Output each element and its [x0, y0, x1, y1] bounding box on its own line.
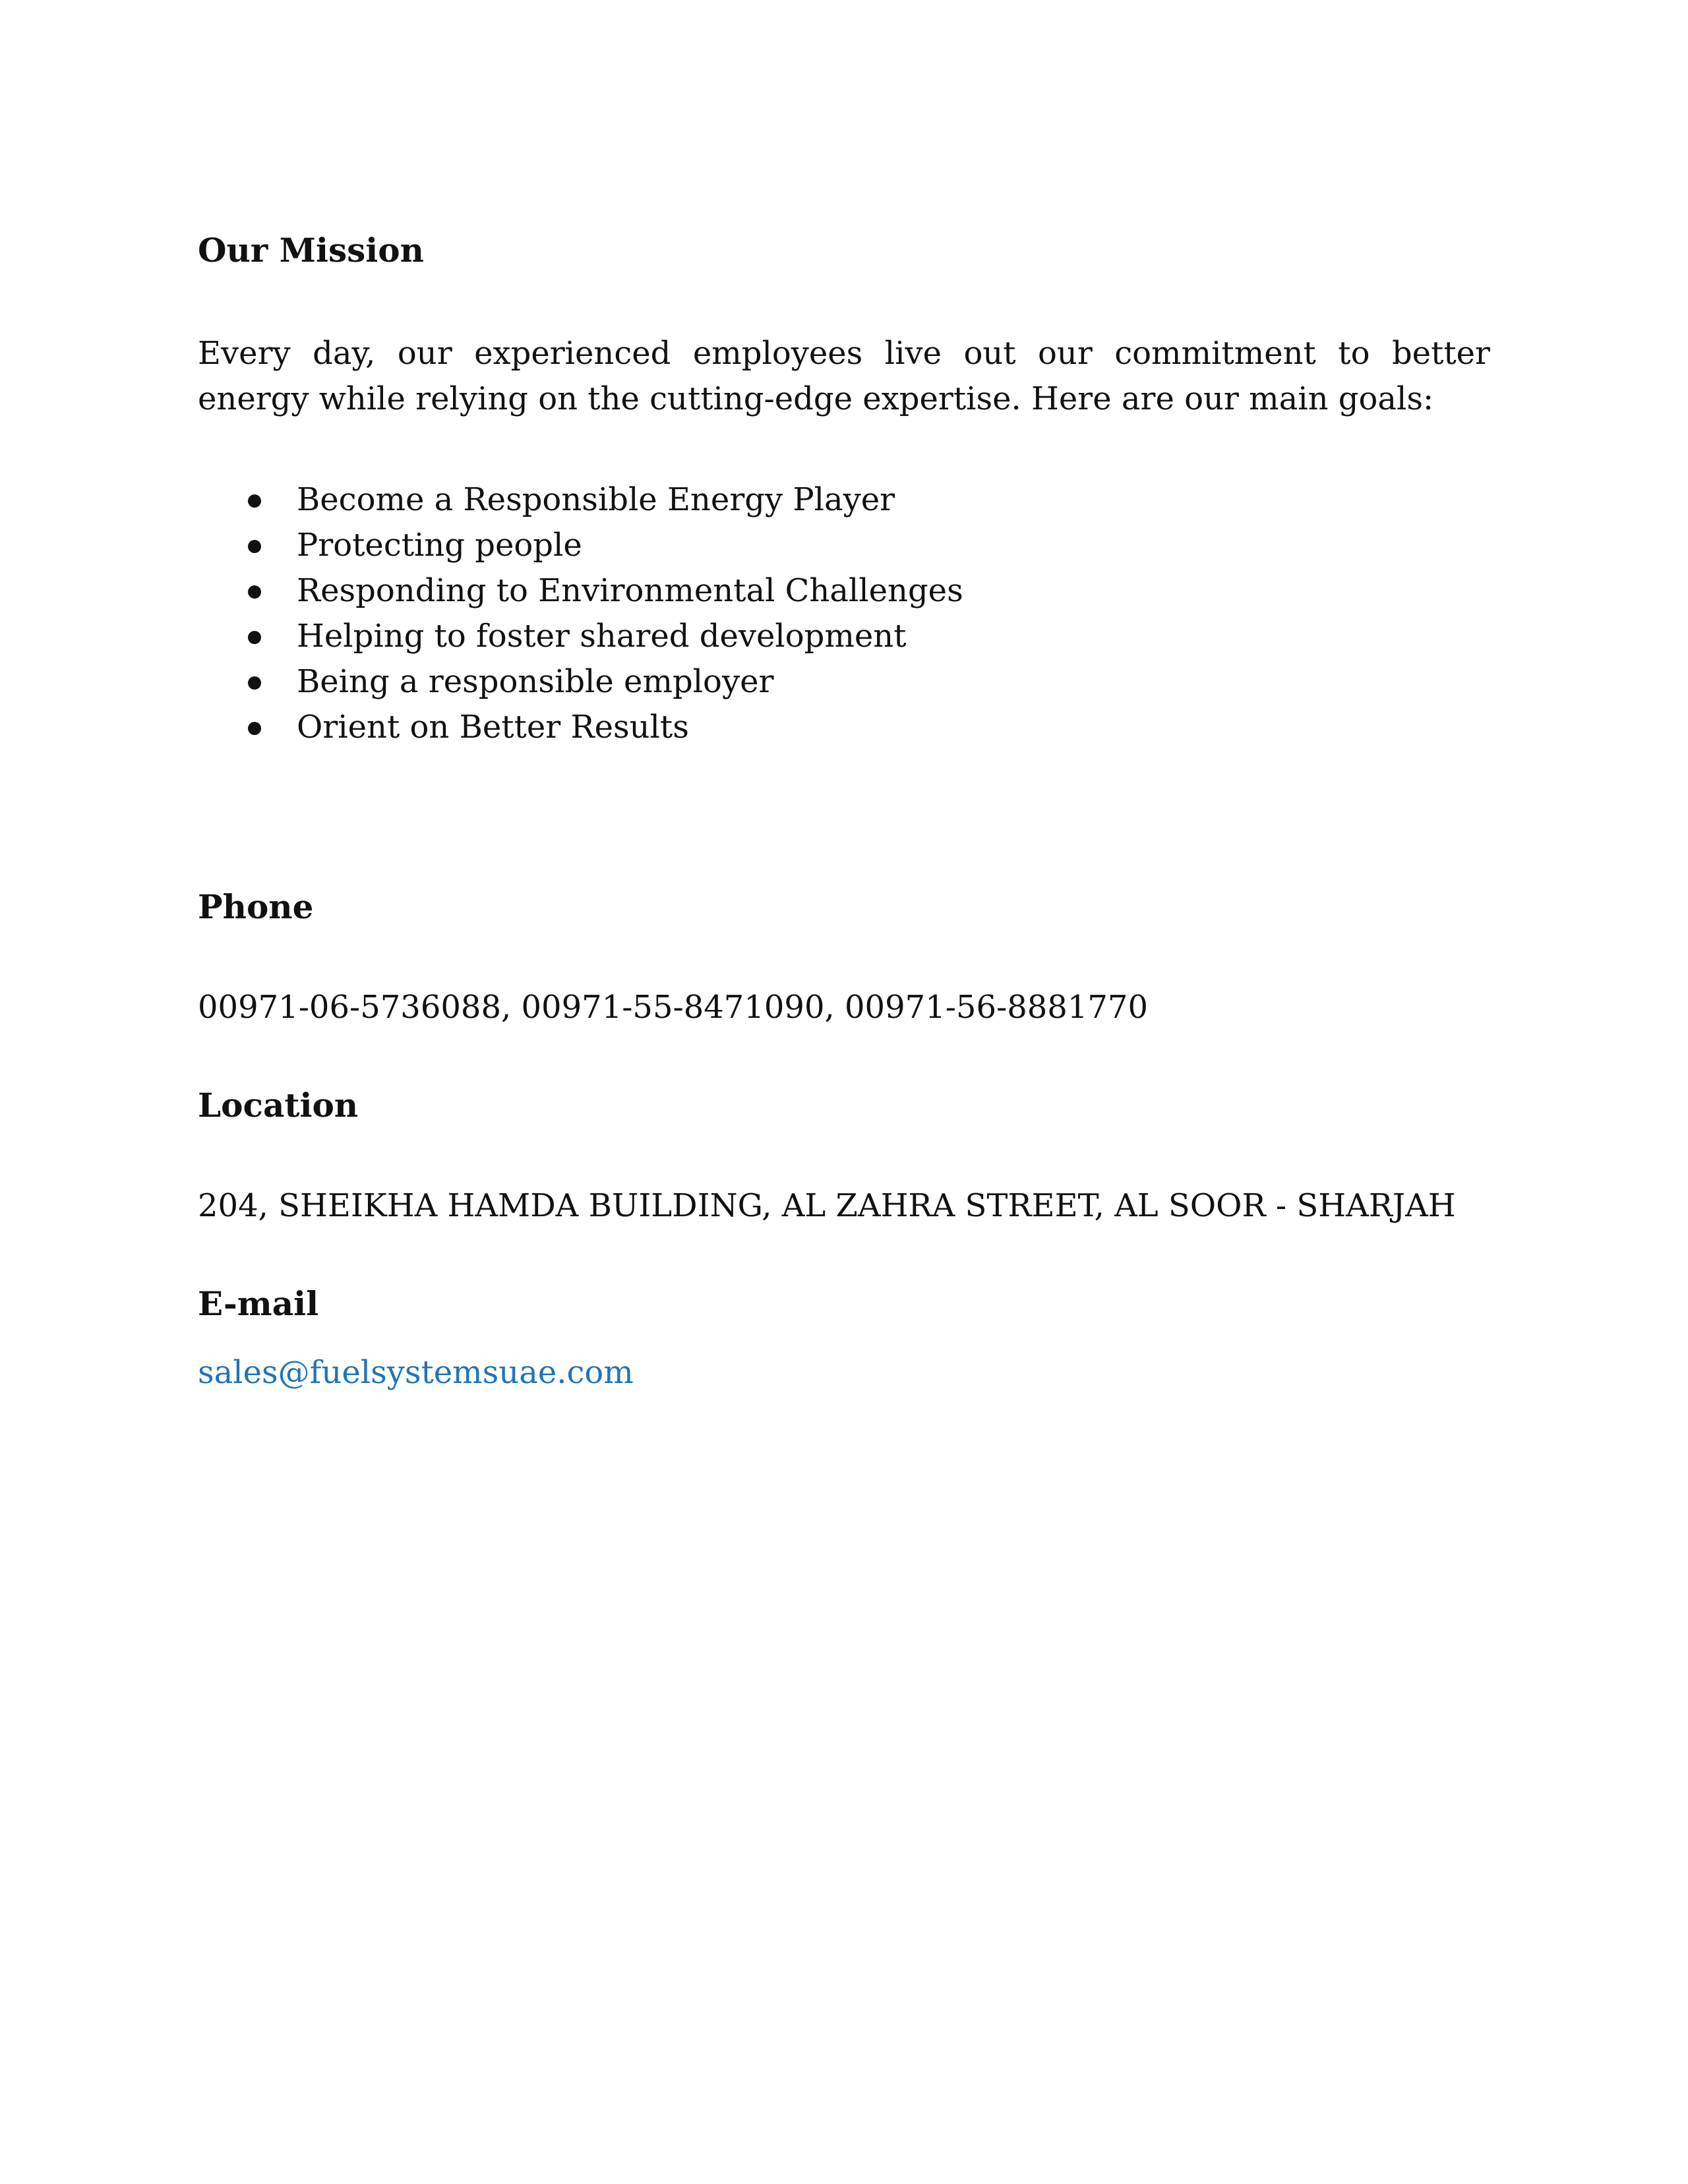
bullet-icon — [248, 494, 261, 508]
goal-text: Protecting people — [297, 527, 582, 564]
mission-heading: Our Mission — [198, 231, 424, 270]
list-item — [198, 614, 1490, 659]
list-item — [198, 705, 1490, 750]
goal-text: Responding to Environmental Challenges — [297, 572, 963, 609]
bullet-icon — [248, 722, 261, 735]
location-heading: Location — [198, 1086, 359, 1125]
document-content — [198, 231, 1490, 1396]
location-address: 204, SHEIKHA HAMDA BUILDING, AL ZAHRA STREET, AL SOOR - SHARJAH — [198, 1187, 1456, 1224]
list-item — [198, 568, 1490, 614]
list-item — [198, 659, 1490, 705]
email-heading: E-mail — [198, 1284, 319, 1323]
email-link[interactable]: sales@fuelsystemsuae.com — [198, 1354, 634, 1391]
goal-text: Orient on Better Results — [297, 709, 689, 746]
bullet-icon — [248, 585, 261, 599]
goal-text: Become a Responsible Energy Player — [297, 481, 895, 518]
mission-paragraph: Every day, our experienced employees live out our commitment to better energy while relying on the cutting-edge expertise. Here are our main goals: — [198, 335, 1490, 417]
bullet-icon — [248, 631, 261, 644]
bullet-icon — [248, 676, 261, 690]
list-item — [198, 477, 1490, 523]
goal-text: Being a responsible employer — [297, 663, 774, 700]
phone-numbers: 00971-06-5736088, 00971-55-8471090, 00971-56-8881770 — [198, 989, 1148, 1026]
goals-list — [198, 477, 1490, 750]
phone-heading: Phone — [198, 887, 314, 926]
goal-text: Helping to foster shared development — [297, 618, 907, 655]
bullet-icon — [248, 540, 261, 553]
list-item — [198, 523, 1490, 568]
